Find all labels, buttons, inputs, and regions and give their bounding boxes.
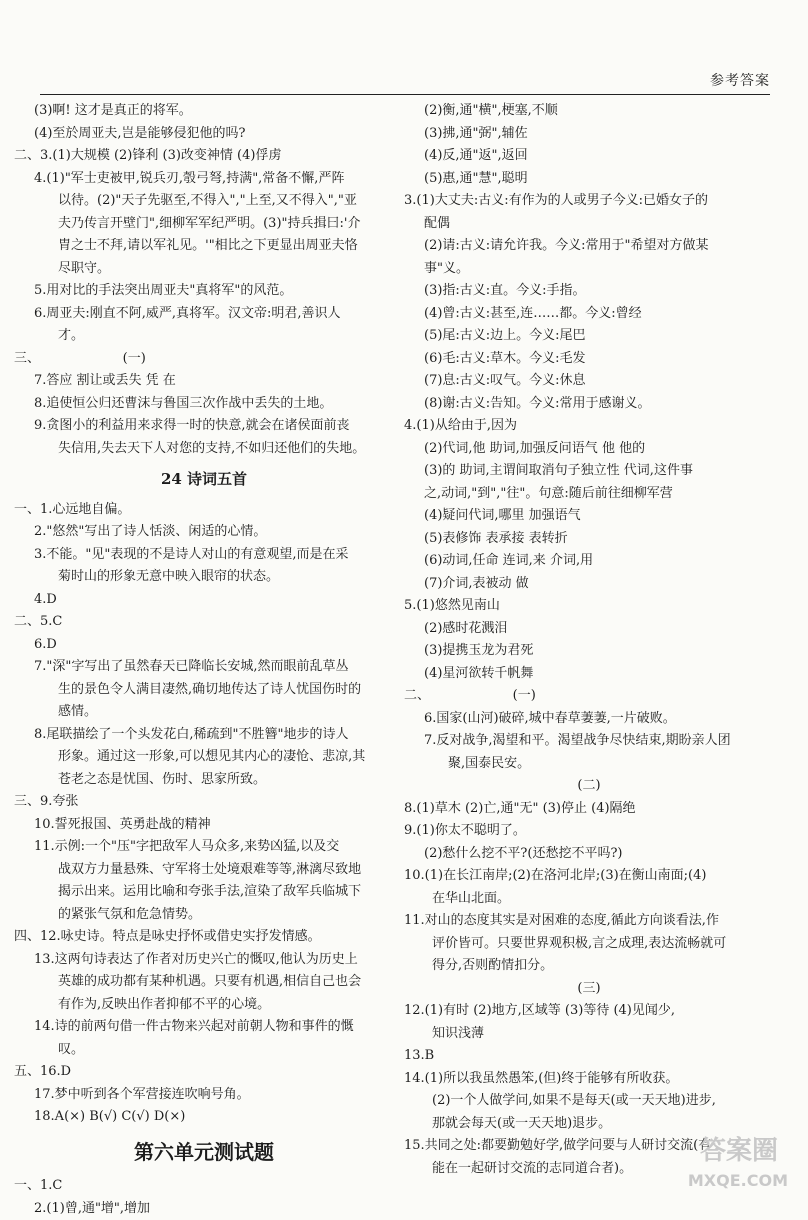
answer-line: (3)提携玉龙为君死 [404, 640, 774, 663]
answer-line: 才。 [14, 325, 394, 348]
answer-line: 8.(1)草木 (2)亡,通"无" (3)停止 (4)隔绝 [404, 798, 774, 821]
answer-line: 菊时山的形象无意中映入眼帘的状态。 [14, 566, 394, 589]
answer-line: 18.A(×) B(√) C(√) D(×) [14, 1106, 394, 1129]
answer-line: 7."深"字写出了虽然春天已降临长安城,然而眼前乱草丛 [14, 656, 394, 679]
answer-line: 二、3.(1)大规模 (2)锋利 (3)改变神情 (4)俘虏 [14, 145, 394, 168]
answer-line: 在华山北面。 [404, 888, 774, 911]
section-label: (二) [404, 775, 774, 798]
answer-line: 尽职守。 [14, 258, 394, 281]
section-title: 24 诗词五首 [14, 468, 394, 491]
answer-line: 9.贪图小的利益用来求得一时的快意,就会在诸侯面前丧 [14, 415, 394, 438]
answer-line: (5)尾:古义:边上。今义:尾巴 [404, 325, 774, 348]
answer-line: 11.示例:一个"压"字把敌军人马众多,来势凶猛,以及交 [14, 836, 394, 859]
answer-line: 9.(1)你太不聪明了。 [404, 820, 774, 843]
section-label: 三、 (一) [14, 348, 394, 371]
answer-line: 2.(1)曾,通"增",增加 [14, 1198, 394, 1220]
answer-line: 苍老之态是忧国、伤时、思家所致。 [14, 769, 394, 792]
answer-line: 之,动词,"到","往"。句意:随后前往细柳军营 [404, 483, 774, 506]
watermark-logo [648, 1130, 798, 1190]
answer-line: (3)指:古义:直。今义:手指。 [404, 280, 774, 303]
answer-line: 那就会每天(或一天天地)退步。 [404, 1113, 774, 1136]
answer-line: (2)请:古义:请允许我。今义:常用于"希望对方做某 [404, 235, 774, 258]
answer-line: 三、9.夸张 [14, 791, 394, 814]
answer-line: 6.D [14, 634, 394, 657]
answer-line: 10.誓死报国、英勇赴战的精神 [14, 814, 394, 837]
answer-line: 四、12.咏史诗。特点是咏史抒怀或借史实抒发情感。 [14, 926, 394, 949]
answer-line: 失信用,失去天下人对您的支持,不如归还他们的失地。 [14, 438, 394, 461]
answer-line: (2)代词,他 助词,加强反问语气 他 他的 [404, 438, 774, 461]
answer-line: (3)拂,通"弼",辅佐 [404, 123, 774, 146]
answer-line: 得分,否则酌情扣分。 [404, 955, 774, 978]
answer-line: (4)星河欲转千帆舞 [404, 663, 774, 686]
answer-line: 评价皆可。只要世界观积极,言之成理,表达流畅就可 [404, 933, 774, 956]
page-header [40, 70, 770, 95]
answer-line: 事"义。 [404, 258, 774, 281]
answer-line: 有作为,反映出作者抑郁不平的心境。 [14, 994, 394, 1017]
answer-line: 胄之士不拜,请以军礼见。'"相比之下更显出周亚夫恪 [14, 235, 394, 258]
answer-line: (6)动词,任命 连词,来 介词,用 [404, 550, 774, 573]
section-label: 二、 (一) [404, 685, 774, 708]
answer-line: (3)啊! 这才是真正的将军。 [14, 100, 394, 123]
answer-line: 8.追使恒公归还曹沫与鲁国三次作战中丢失的土地。 [14, 393, 394, 416]
answer-line: 能在一起研讨交流的志同道合者)。 [404, 1158, 774, 1181]
answer-line: 4.(1)从给由于,因为 [404, 415, 774, 438]
watermark-url: MXQE.COM [688, 1171, 788, 1190]
answer-line: 一、1.心远地自偏。 [14, 499, 394, 522]
answer-line: 7.反对战争,渴望和平。渴望战争尽快结束,期盼亲人团 [404, 730, 774, 753]
answer-line: (4)反,通"返",返回 [404, 145, 774, 168]
answer-line: 3.(1)大丈夫:古义:有作为的人或男子今义:已婚女子的 [404, 190, 774, 213]
answer-line: 揭示出来。运用比喻和夸张手法,渲染了敌军兵临城下 [14, 881, 394, 904]
answer-line: (7)息:古义:叹气。今义:休息 [404, 370, 774, 393]
answer-line: 3.不能。"见"表现的不是诗人对山的有意观望,而是在采 [14, 544, 394, 567]
answer-line: 15.共同之处:都要勤勉好学,做学问要与人研讨交流(有 [404, 1135, 774, 1158]
answer-line: 14.诗的前两句借一件古物来兴起对前朝人物和事件的慨 [14, 1016, 394, 1039]
answer-line: 一、1.C [14, 1175, 394, 1198]
watermark-text: 答案圈 [700, 1130, 778, 1167]
answer-line: 配偶 [404, 213, 774, 236]
answer-line: 生的景色令人满目凄然,确切地传达了诗人忧国伤时的 [14, 679, 394, 702]
answer-line: (8)谢:古义:告知。今义:常用于感谢义。 [404, 393, 774, 416]
answer-line: (7)介词,表被动 做 [404, 573, 774, 596]
answer-line: (4)疑问代词,哪里 加强语气 [404, 505, 774, 528]
answer-line: 知识浅薄 [404, 1023, 774, 1046]
answer-line: 2."悠然"写出了诗人恬淡、闲适的心情。 [14, 521, 394, 544]
answer-line: 叹。 [14, 1039, 394, 1062]
unit-test-title: 第六单元测试题 [14, 1141, 394, 1164]
answer-line: 战双方力量悬殊、守军将士处境艰难等等,淋漓尽致地 [14, 859, 394, 882]
answer-line: (3)的 助词,主谓间取消句子独立性 代词,这件事 [404, 460, 774, 483]
right-column [404, 100, 774, 1180]
answer-line: 13.这两句诗表达了作者对历史兴亡的慨叹,他认为历史上 [14, 949, 394, 972]
answer-line: 英雄的成功都有某种机遇。只要有机遇,相信自己也会 [14, 971, 394, 994]
answer-line: 14.(1)所以我虽然愚笨,(但)终于能够有所收获。 [404, 1068, 774, 1091]
answer-line: (5)惠,通"慧",聪明 [404, 168, 774, 191]
answer-line: 12.(1)有时 (2)地方,区域等 (3)等待 (4)见闻少, [404, 1000, 774, 1023]
left-column [14, 100, 394, 1220]
answer-line: (4)曾:古义:甚至,连……都。今义:曾经 [404, 303, 774, 326]
answer-line: (2)衡,通"横",梗塞,不顺 [404, 100, 774, 123]
answer-line: 聚,国泰民安。 [404, 753, 774, 776]
answer-line: 夫乃传言开壁门",细柳军军纪严明。(3)"持兵揖曰:'介 [14, 213, 394, 236]
answer-line: 11.对山的态度其实是对困难的态度,循此方向谈看法,作 [404, 910, 774, 933]
answer-line: 7.答应 割让或丢失 凭 在 [14, 370, 394, 393]
answer-line: (2)愁什么挖不平?(还愁挖不平吗?) [404, 843, 774, 866]
answer-line: (5)表修饰 表承接 表转折 [404, 528, 774, 551]
answer-line: 13.B [404, 1045, 774, 1068]
header-label: 参考答案 [710, 70, 770, 90]
answer-line: 以待。(2)"天子先驱至,不得入","上至,又不得入","亚 [14, 190, 394, 213]
answer-line: 4.(1)"军士吏被甲,锐兵刃,彀弓弩,持满",常备不懈,严阵 [14, 168, 394, 191]
answer-line: 5.(1)悠然见南山 [404, 595, 774, 618]
answer-line: 17.梦中听到各个军营接连吹响号角。 [14, 1084, 394, 1107]
answer-line: 6.周亚夫:刚直不阿,威严,真将军。汉文帝:明君,善识人 [14, 303, 394, 326]
answer-line: 形象。通过这一形象,可以想见其内心的凄怆、悲凉,其 [14, 746, 394, 769]
answer-line: (2)感时花溅泪 [404, 618, 774, 641]
answer-line: 二、5.C [14, 611, 394, 634]
answer-line: 的紧张气氛和危急情势。 [14, 904, 394, 927]
answer-line: 4.D [14, 589, 394, 612]
answer-line: 5.用对比的手法突出周亚夫"真将军"的风范。 [14, 280, 394, 303]
answer-line: 10.(1)在长江南岸;(2)在洛河北岸;(3)在衡山南面;(4) [404, 865, 774, 888]
section-label: (三) [404, 978, 774, 1001]
answer-line: (4)至於周亚夫,岂是能够侵犯他的吗? [14, 123, 394, 146]
answer-line: (6)毛:古义:草木。今义:毛发 [404, 348, 774, 371]
answer-line: (2)一个人做学问,如果不是每天(或一天天地)进步, [404, 1090, 774, 1113]
answer-line: 6.国家(山河)破碎,城中春草萋萋,一片破败。 [404, 708, 774, 731]
answer-line: 五、16.D [14, 1061, 394, 1084]
answer-line: 感情。 [14, 701, 394, 724]
answer-line: 8.尾联描绘了一个头发花白,稀疏到"不胜簪"地步的诗人 [14, 724, 394, 747]
